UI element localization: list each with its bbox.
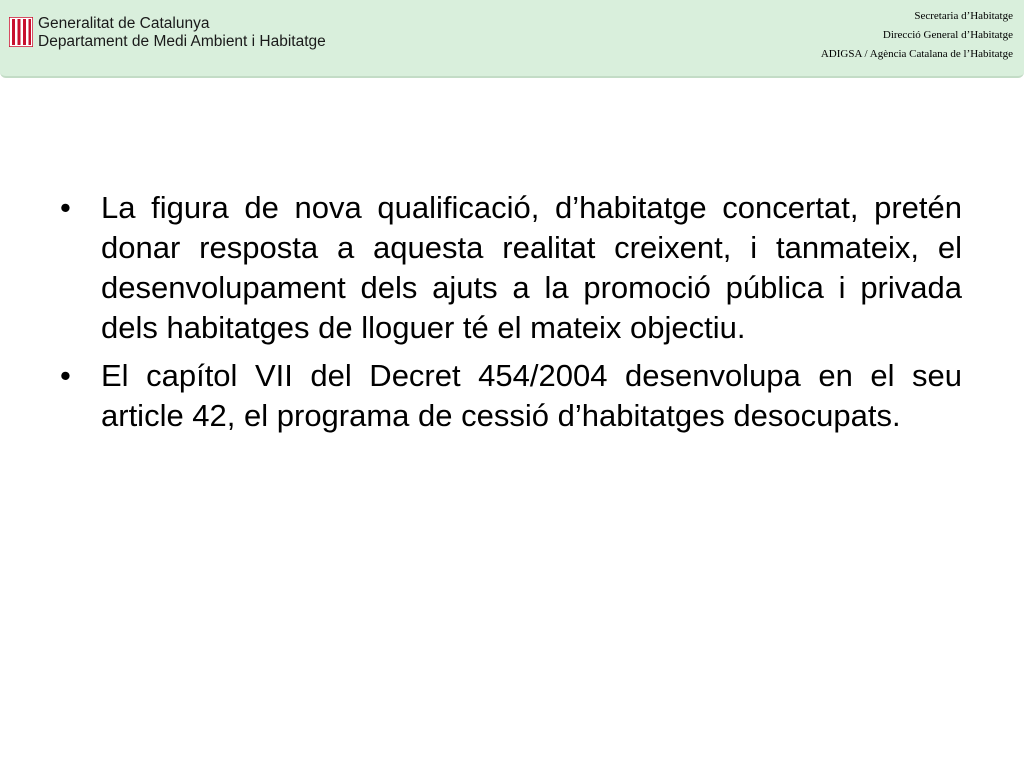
page-header — [0, 0, 1024, 78]
organization-name — [38, 15, 326, 51]
department-line-1: Secretaria d’Habitatge — [914, 10, 1013, 22]
bullet-item — [60, 188, 962, 348]
generalitat-stripes-icon — [9, 17, 33, 47]
header-departments — [821, 7, 1013, 64]
slide-content — [60, 188, 962, 444]
department-line-2: Direcció General d’Habitatge — [882, 29, 1013, 41]
org-line-2: Departament de Medi Ambient i Habitatge — [38, 33, 326, 50]
bullet-text: El capítol VII del Decret 454/2004 desenvolupa en el seu article 42, el programa de cessió d’habitatges desocupats. — [101, 358, 962, 433]
org-line-1: Generalitat de Catalunya — [38, 15, 210, 32]
bullet-symbol: • — [60, 190, 71, 225]
bullet-symbol: • — [60, 358, 71, 393]
bullet-item — [60, 356, 962, 436]
department-line-3: ADIGSA / Agència Catalana de l’Habitatge — [820, 48, 1013, 60]
bullet-text: La figura de nova qualificació, d’habitatge concertat, pretén donar resposta a aquesta realitat creixent, i tanmateix, el desenvolupament dels ajuts a la promoció pública i privada dels habitatges de lloguer té el mateix objectiu. — [101, 190, 962, 345]
